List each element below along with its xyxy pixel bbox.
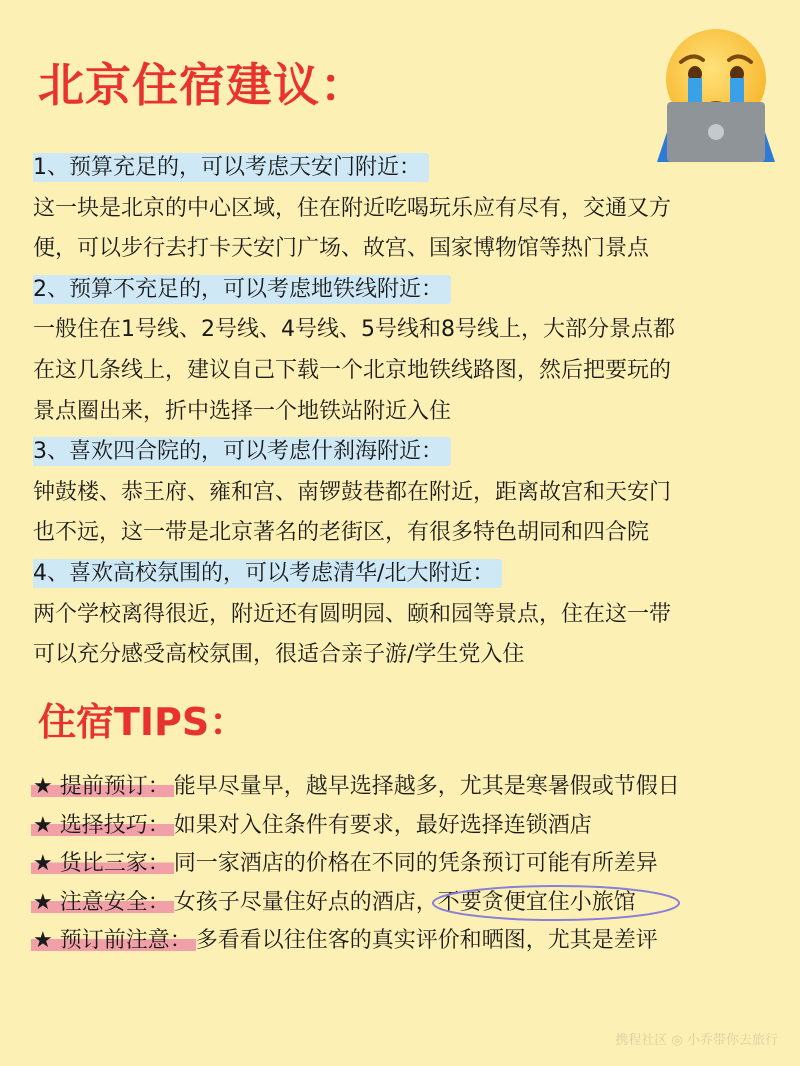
section-4-line-1: 两个学校离得很近，附近还有圆明园、颐和园等景点，住在这一带	[33, 601, 672, 627]
crying-face-laptop-icon	[655, 22, 777, 162]
tip-text: 同一家酒店的价格在不同的凭条预订可能有所差异	[173, 851, 658, 876]
section-heading-text: 2、预算不充足的，可以考虑地铁线附近：	[33, 275, 451, 304]
tip-item	[33, 768, 783, 807]
tip-text: 能早尽量早，越早选择越多，尤其是寒暑假或节假日	[173, 774, 680, 799]
section-3-line-2: 也不远，这一带是北京著名的老街区，有很多特色胡同和四合院	[33, 520, 650, 546]
tip-label: ★ 选择技巧：	[31, 813, 174, 838]
section-2-line-1: 一般住在1号线、2号线、4号线、5号线和8号线上，大部分景点都	[33, 317, 675, 343]
tip-item	[33, 884, 783, 923]
tip-item	[33, 807, 783, 846]
section-1-line-1: 这一块是北京的中心区域，住在附近吃喝玩乐应有尽有，交通又方	[33, 195, 672, 221]
section-heading-2	[33, 270, 773, 311]
page-title: 北京住宿建议：	[38, 58, 367, 112]
circled-warning-text	[438, 884, 636, 923]
tip-label: ★ 提前预订：	[31, 774, 174, 799]
tips-title: 住宿TIPS：	[38, 700, 248, 744]
section-heading-4	[33, 554, 773, 595]
sections	[33, 148, 773, 676]
watermark: 携程社区 ◎ 小乔带你去旅行	[615, 1033, 778, 1048]
tip-item	[33, 922, 783, 961]
section-heading-text: 1、预算充足的，可以考虑天安门附近：	[33, 153, 429, 182]
tip-text: 多看看以往住客的真实评价和晒图，尤其是差评	[195, 928, 658, 953]
section-heading-3	[33, 432, 773, 473]
tip-label: ★ 预订前注意：	[31, 928, 196, 953]
section-2-line-3: 景点圈出来，折中选择一个地铁站附近入住	[33, 398, 452, 424]
tip-item	[33, 845, 783, 884]
section-3-line-1: 钟鼓楼、恭王府、雍和宫、南锣鼓巷都在附近，距离故宫和天安门	[33, 479, 672, 505]
tip-text: 如果对入住条件有要求，最好选择连锁酒店	[173, 812, 592, 838]
tip-label: ★ 货比三家：	[31, 851, 174, 876]
section-heading-text: 3、喜欢四合院的，可以考虑什刹海附近：	[33, 437, 451, 466]
tip-text: 女孩子尽量住好点的酒店，	[173, 889, 438, 915]
section-heading-1	[33, 148, 773, 189]
section-heading-text: 4、喜欢高校氛围的，可以考虑清华/北大附近：	[33, 559, 502, 588]
section-2-line-2: 在这几条线上，建议自己下载一个北京地铁线路图，然后把要玩的	[33, 357, 672, 383]
circled-text: 不要贪便宜住小旅馆	[437, 889, 636, 915]
tip-label: ★ 注意安全：	[31, 890, 174, 915]
tips-list	[33, 768, 783, 961]
section-1-line-2: 便，可以步行去打卡天安门广场、故宫、国家博物馆等热门景点	[33, 236, 650, 262]
section-4-line-2: 可以充分感受高校氛围，很适合亲子游/学生党入住	[33, 642, 525, 668]
